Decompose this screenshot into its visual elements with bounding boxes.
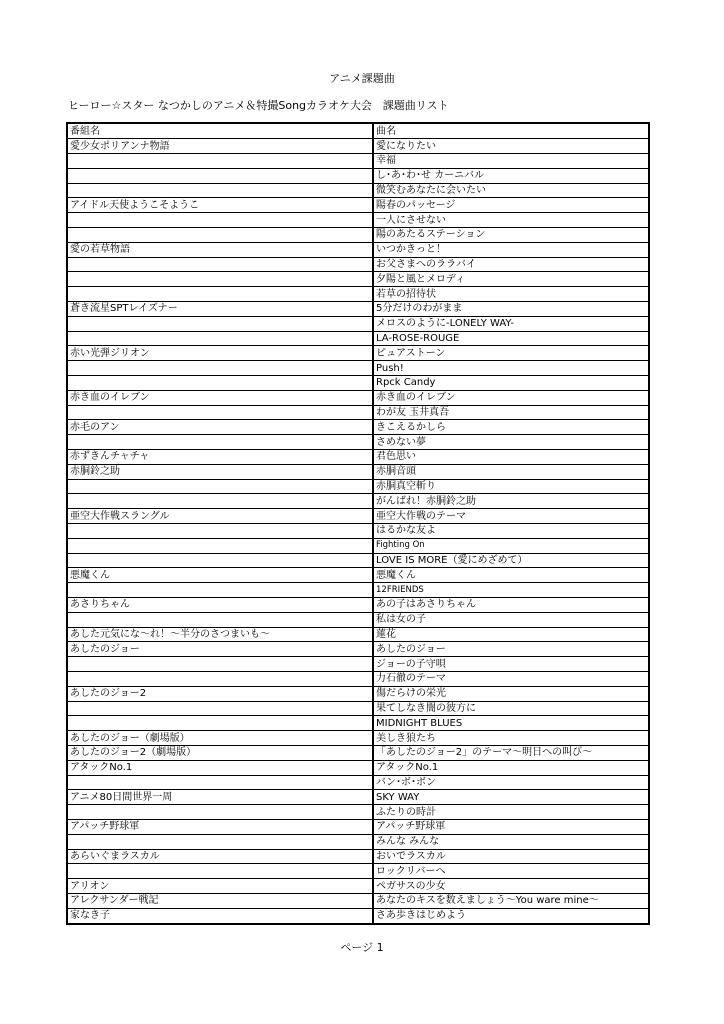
- program-name-cell: [68, 834, 373, 849]
- song-name-cell: メロスのように-LONELY WAY-: [373, 316, 648, 331]
- table-row: [68, 228, 648, 243]
- table-row: [68, 686, 648, 701]
- program-name-cell: あしたのジョー: [68, 642, 373, 657]
- table-row: [68, 864, 648, 879]
- program-name-cell: [68, 612, 373, 627]
- table-row: [68, 494, 648, 509]
- program-name-cell: あしたのジョー（劇場版）: [68, 731, 373, 746]
- song-name-cell: ピュアストーン: [373, 346, 648, 361]
- song-name-cell: さめない夢: [373, 435, 648, 450]
- page-number: ページ 1: [340, 941, 384, 954]
- song-name-cell: 赤胴音頭: [373, 464, 648, 479]
- program-name-cell: 赤き血のイレブン: [68, 390, 373, 405]
- table-row: [68, 464, 648, 479]
- table-row: [68, 893, 648, 908]
- table-row: [68, 242, 648, 257]
- program-name-cell: 赤ずきんチャチャ: [68, 450, 373, 465]
- header-song-name: 曲名: [376, 125, 396, 137]
- program-name-cell: アレクサンダー戦記: [68, 893, 373, 908]
- program-name-cell: [68, 671, 373, 686]
- song-name-cell: ロックリバーへ: [373, 864, 648, 879]
- table-row: [68, 154, 648, 169]
- table-row: [68, 346, 648, 361]
- table-row: [68, 583, 648, 598]
- song-name-cell: ふたりの時計: [373, 805, 648, 820]
- song-name-cell: あの子はあさりちゃん: [373, 598, 648, 613]
- document-title: アニメ課題曲: [329, 72, 395, 85]
- program-name-cell: [68, 183, 373, 198]
- table-row: [68, 627, 648, 642]
- document-subtitle: ヒーロー☆スター なつかしのアニメ＆特撮Songカラオケ大会 課題曲リスト: [68, 99, 449, 112]
- table-row: [68, 272, 648, 287]
- table-row: [68, 390, 648, 405]
- song-name-cell: わが友 玉井真吾: [373, 405, 648, 420]
- table-row: [68, 538, 648, 553]
- song-name-cell: Fighting On: [373, 538, 648, 553]
- song-name-cell: 5分だけのわがまま: [373, 302, 648, 317]
- program-name-cell: アタックNo.1: [68, 760, 373, 775]
- program-name-cell: あらいぐまラスカル: [68, 849, 373, 864]
- table-row: [68, 745, 648, 760]
- song-name-cell: 赤胴真空斬り: [373, 479, 648, 494]
- program-name-cell: 赤毛のアン: [68, 420, 373, 435]
- table-row: [68, 405, 648, 420]
- program-name-cell: アイドル天使ようこそようこ: [68, 198, 373, 213]
- table-row: [68, 435, 648, 450]
- table-row: [68, 657, 648, 672]
- song-name-cell: LA-ROSE-ROUGE: [373, 331, 648, 346]
- table-row: [68, 316, 648, 331]
- table-row: [68, 168, 648, 183]
- program-name-cell: [68, 494, 373, 509]
- program-name-cell: 愛の若草物語: [68, 242, 373, 257]
- table-row: [68, 642, 648, 657]
- table-row: [68, 524, 648, 539]
- program-name-cell: あしたのジョー2: [68, 686, 373, 701]
- program-name-cell: 赤胴鈴之助: [68, 464, 373, 479]
- song-name-cell: 陽春のパッセージ: [373, 198, 648, 213]
- song-name-cell: 12FRIENDS: [373, 583, 648, 598]
- program-name-cell: [68, 553, 373, 568]
- song-name-cell: はるかな友よ: [373, 524, 648, 539]
- table-row: [68, 509, 648, 524]
- table-row: [68, 671, 648, 686]
- program-name-cell: あさりちゃん: [68, 598, 373, 613]
- program-name-cell: [68, 405, 373, 420]
- song-name-cell: あなたのキスを数えましょう～You ware mine～: [373, 893, 648, 908]
- table-row: [68, 287, 648, 302]
- song-name-cell: MIDNIGHT BLUES: [373, 716, 648, 731]
- program-name-cell: 家なき子: [68, 908, 373, 923]
- table-row: [68, 598, 648, 613]
- song-name-cell: 夕陽と風とメロディ: [373, 272, 648, 287]
- program-name-cell: [68, 716, 373, 731]
- song-name-cell: 陽のあたるステーション: [373, 228, 648, 243]
- table-row: [68, 479, 648, 494]
- table-row: [68, 420, 648, 435]
- song-name-cell: SKY WAY: [373, 790, 648, 805]
- song-name-cell: アパッチ野球軍: [373, 819, 648, 834]
- program-name-cell: [68, 228, 373, 243]
- song-name-cell: 若草の招待状: [373, 287, 648, 302]
- table-row: [68, 450, 648, 465]
- program-name-cell: アリオン: [68, 879, 373, 894]
- program-name-cell: [68, 479, 373, 494]
- table-row: [68, 198, 648, 213]
- song-name-cell: 赤き血のイレブン: [373, 390, 648, 405]
- table-row: [68, 213, 648, 228]
- program-name-cell: 悪魔くん: [68, 568, 373, 583]
- program-name-cell: アパッチ野球軍: [68, 819, 373, 834]
- program-name-cell: [68, 657, 373, 672]
- song-name-cell: 蓮花: [373, 627, 648, 642]
- program-name-cell: [68, 538, 373, 553]
- song-name-cell: お父さまへのララバイ: [373, 257, 648, 272]
- table-row: [68, 568, 648, 583]
- program-name-cell: 赤い光弾ジリオン: [68, 346, 373, 361]
- program-name-cell: [68, 361, 373, 376]
- song-name-cell: いつかきっと！: [373, 242, 648, 257]
- table-row: [68, 331, 648, 346]
- song-name-cell: さあ歩きはじめよう: [373, 908, 648, 923]
- song-name-cell: 君色思い: [373, 450, 648, 465]
- program-name-cell: [68, 583, 373, 598]
- table-row: [68, 834, 648, 849]
- table-row: [68, 302, 648, 317]
- table-row: [68, 731, 648, 746]
- table-row: [68, 139, 648, 154]
- program-name-cell: [68, 864, 373, 879]
- song-name-cell: 幸福: [373, 154, 648, 169]
- song-name-cell: 一人にさせない: [373, 213, 648, 228]
- song-name-cell: Push!: [373, 361, 648, 376]
- song-name-cell: 悪魔くん: [373, 568, 648, 583]
- song-name-cell: 亜空大作戦のテーマ: [373, 509, 648, 524]
- program-name-cell: [68, 287, 373, 302]
- table-row: [68, 819, 648, 834]
- song-name-cell: ペガサスの少女: [373, 879, 648, 894]
- program-name-cell: [68, 376, 373, 391]
- program-name-cell: [68, 213, 373, 228]
- program-name-cell: [68, 316, 373, 331]
- table-row: [68, 553, 648, 568]
- table-row: [68, 701, 648, 716]
- table-row: [68, 879, 648, 894]
- song-name-cell: 私は女の子: [373, 612, 648, 627]
- song-name-cell: 微笑むあなたに会いたい: [373, 183, 648, 198]
- program-name-cell: あしたのジョー2（劇場版）: [68, 745, 373, 760]
- table-row: [68, 257, 648, 272]
- song-name-cell: きこえるかしら: [373, 420, 648, 435]
- program-name-cell: [68, 775, 373, 790]
- program-name-cell: [68, 701, 373, 716]
- table-row: [68, 716, 648, 731]
- program-name-cell: [68, 331, 373, 346]
- program-name-cell: 亜空大作戦スラングル: [68, 509, 373, 524]
- table-row: [68, 376, 648, 391]
- song-name-cell: 力石徹のテーマ: [373, 671, 648, 686]
- program-name-cell: [68, 805, 373, 820]
- program-name-cell: 蒼き流星SPTレイズナー: [68, 302, 373, 317]
- table-row: [68, 790, 648, 805]
- song-name-cell: がんばれ！赤胴鈴之助: [373, 494, 648, 509]
- table-row: [68, 775, 648, 790]
- table-row: [68, 805, 648, 820]
- song-name-cell: アタックNo.1: [373, 760, 648, 775]
- song-name-cell: 愛になりたい: [373, 139, 648, 154]
- table-row: [68, 760, 648, 775]
- song-name-cell: あしたのジョー: [373, 642, 648, 657]
- program-name-cell: [68, 257, 373, 272]
- program-name-cell: [68, 168, 373, 183]
- song-name-cell: 果てしなき闇の彼方に: [373, 701, 648, 716]
- program-name-cell: [68, 524, 373, 539]
- song-name-cell: 「あしたのジョー2」のテーマ～明日への叫び～: [373, 745, 648, 760]
- song-name-cell: みんな みんな: [373, 834, 648, 849]
- table-header-row: [68, 124, 648, 139]
- song-name-cell: ジョーの子守唄: [373, 657, 648, 672]
- song-name-cell: おいでラスカル: [373, 849, 648, 864]
- song-name-cell: バン･ボ･ボン: [373, 775, 648, 790]
- table-row: [68, 908, 648, 923]
- table-row: [68, 183, 648, 198]
- table-row: [68, 849, 648, 864]
- program-name-cell: [68, 272, 373, 287]
- song-name-cell: Rpck Candy: [373, 376, 648, 391]
- song-name-cell: 美しき狼たち: [373, 731, 648, 746]
- song-name-cell: 傷だらけの栄光: [373, 686, 648, 701]
- song-name-cell: LOVE IS MORE（愛にめざめて）: [373, 553, 648, 568]
- program-name-cell: あした元気にな～れ！～半分のさつまいも～: [68, 627, 373, 642]
- program-name-cell: アニメ80日間世界一周: [68, 790, 373, 805]
- song-name-cell: し･あ･わ･せ カーニバル: [373, 168, 648, 183]
- song-list-table: [66, 122, 650, 925]
- table-row: [68, 361, 648, 376]
- header-program-name: 番組名: [68, 124, 373, 139]
- program-name-cell: [68, 435, 373, 450]
- program-name-cell: [68, 154, 373, 169]
- table-row: [68, 612, 648, 627]
- program-name-cell: 愛少女ポリアンナ物語: [68, 139, 373, 154]
